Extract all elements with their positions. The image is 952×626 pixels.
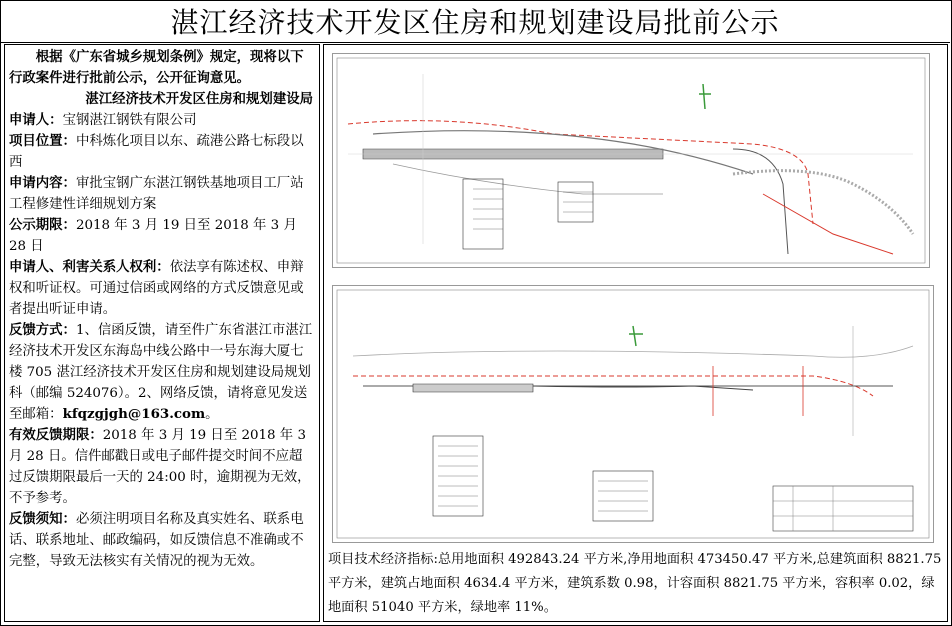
valid-value: 2018 年 3 月 19 日至 2018 年 3 月 28 日。信件邮戳日或电子邮件提交时间不应超过反馈期限最后一天的 24:00 时，逾期视为无效，不予参考。 [9, 428, 311, 506]
period-label: 公示期限： [9, 217, 76, 233]
notice-label: 反馈须知： [9, 511, 76, 527]
applicant-label: 申请人： [9, 112, 63, 128]
applicant-value: 宝钢湛江钢铁有限公司 [62, 113, 197, 128]
location-value: 中科炼化项目以东、疏港公路七标段以西 [9, 134, 304, 170]
notice-text-panel [4, 44, 320, 622]
content-label: 申请内容： [9, 175, 76, 191]
period-row [9, 215, 315, 257]
period-value: 2018 年 3 月 19 日至 2018 年 3 月 28 日 [9, 218, 297, 254]
notice-row [9, 509, 315, 572]
rights-row [9, 257, 315, 320]
content-row [9, 173, 315, 215]
location-label: 项目位置： [9, 133, 76, 149]
feedback-end: 。 [205, 407, 219, 422]
valid-label: 有效反馈期限： [9, 427, 103, 443]
page-title: 湛江经济技术开发区住房和规划建设局批前公示 [0, 0, 950, 43]
plan-panel [323, 44, 948, 622]
rights-value: 依法享有陈述权、申辩权和听证权。可通过信函或网络的方式反馈意见或者提出听证申请。 [9, 260, 304, 317]
feedback-label: 反馈方式： [9, 322, 76, 338]
applicant-row [9, 110, 315, 131]
valid-row [9, 425, 315, 509]
feedback-email: kfqzgjgh@163.com [62, 406, 206, 422]
feedback-row [9, 320, 315, 425]
content-value: 审批宝钢广东湛江钢铁基地项目工厂站工程修建性详细规划方案 [9, 176, 304, 212]
notice-value: 必须注明项目名称及真实姓名、联系电话、联系地址、邮政编码，如反馈信息不准确或不完整，导致无法核实有关情况的视为无效。 [9, 512, 304, 569]
feedback-value: 1、信函反馈，请至件广东省湛江市湛江经济技术开发区东海岛中线公路中一号东海大厦七楼 705 湛江经济技术开发区住房和规划建设局规划科（邮编 524076）。2、网络反馈，请将意见发送至邮箱： [9, 323, 313, 422]
rights-label: 申请人、利害关系人权利： [9, 259, 170, 275]
issuer-name: 湛江经济技术开发区住房和规划建设局 [85, 91, 313, 107]
project-indicators-summary: 项目技术经济指标:总用地面积 492843.24 平方米,净用地面积 473450.47 平方米,总建筑面积 8821.75 平方米，建筑占地面积 4634.4 平方米，建筑系数 0.98，计容面积 8821.75 平方米，容积率 0.02，绿地面积 51040 平方米，绿地率 11%。 [328, 552, 942, 615]
site-plan-image-1 [332, 53, 930, 268]
location-row [9, 131, 315, 173]
site-plan-image-2 [332, 285, 934, 543]
intro-text: 根据《广东省城乡规划条例》规定，现将以下行政案件进行批前公示，公开征询意见。 [9, 49, 304, 86]
